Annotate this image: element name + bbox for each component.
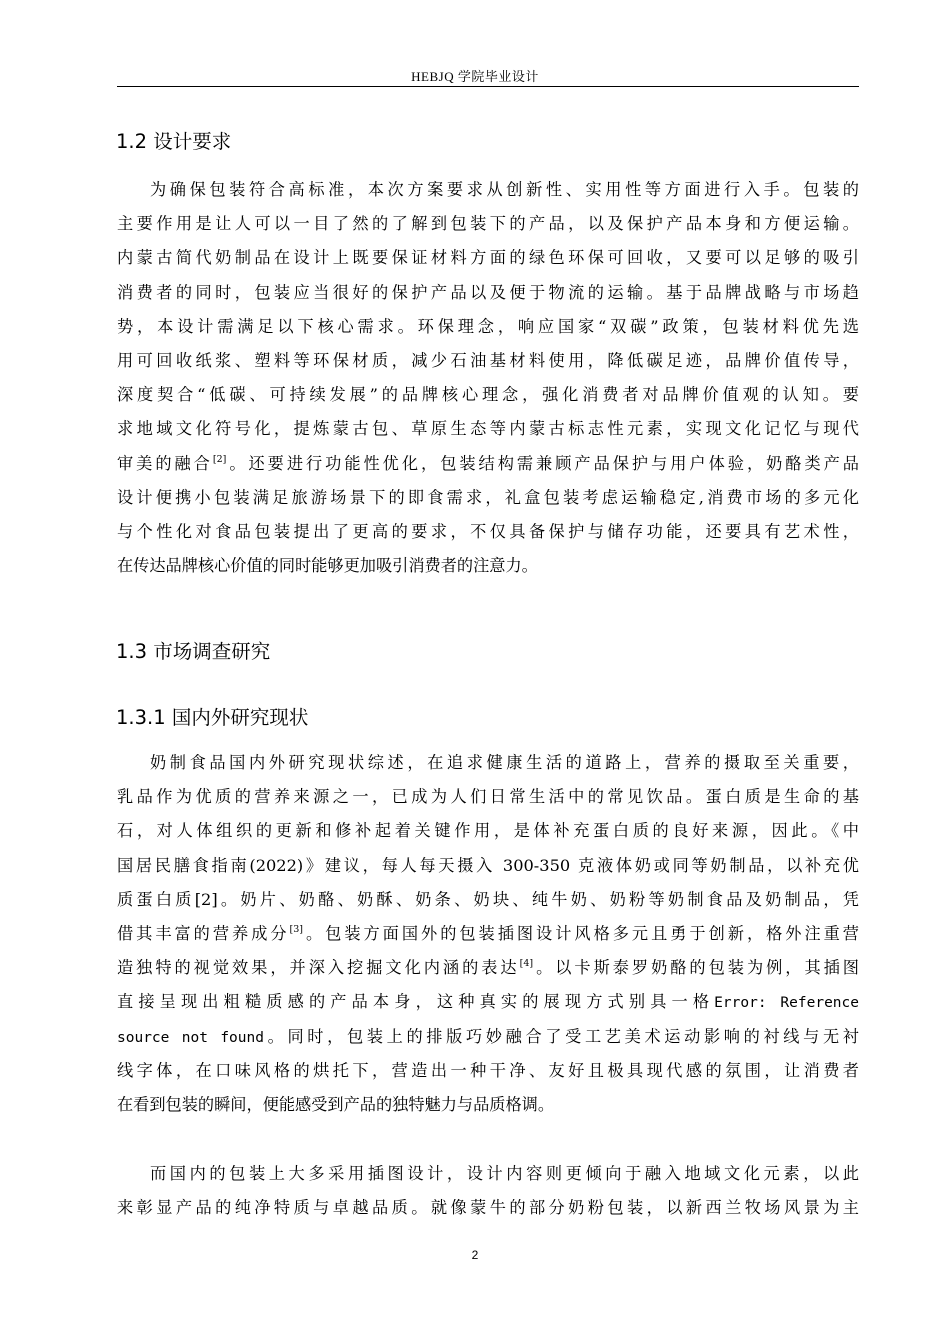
page-number: 2: [471, 1248, 479, 1262]
section-heading-1-3-1: 1.3.1 国内外研究现状: [116, 706, 309, 729]
paragraph-line: 石，对人体组织的更新和修补起着关键作用，是体补充蛋白质的良好来源，因此。《中: [117, 821, 859, 841]
paragraph-line: 乳品作为优质的营养来源之一，已成为人们日常生活中的常见饮品。蛋白质是生命的基: [117, 787, 859, 807]
paragraph-line: 奶制食品国内外研究现状综述，在追求健康生活的道路上，营养的摄取至关重要，: [150, 753, 859, 772]
paragraph-line: 来彰显产品的纯净特质与卓越品质。就像蒙牛的部分奶粉包装，以新西兰牧场风景为主: [117, 1198, 859, 1218]
citation-marker: [3]: [289, 923, 304, 935]
line-text: 。包装方面国外的包装插图设计风格多元且勇于创新，格外注重营: [303, 923, 859, 943]
paragraph-line: 国居民膳食指南(2022)》建议，每人每天摄入 300-350 克液体奶或同等奶制品，以补充优: [117, 855, 859, 875]
paragraph-line: 线字体，在口味风格的烘托下，营造出一种干净、友好且极具现代感的氛围，让消费者: [117, 1060, 859, 1080]
running-header: HEBJQ 学院毕业设计: [411, 69, 539, 84]
paragraph-line: 而国内的包装上大多采用插图设计，设计内容则更倾向于融入地域文化元素，以此: [150, 1164, 859, 1183]
line-text: 造独特的视觉效果，并深入挖掘文化内涵的表达: [117, 958, 520, 978]
header-rule: [117, 86, 859, 87]
paragraph-line: [117, 917, 859, 951]
paragraph-line: 质蛋白质[2]。奶片、奶酪、奶酥、奶条、奶块、纯牛奶、奶粉等奶制食品及奶制品，凭: [117, 889, 859, 909]
paragraph-line: 势，本设计需满足以下核心需求。环保理念，响应国家“双碳”政策，包装材料优先选: [117, 316, 859, 336]
paragraph-line: 求地域文化符号化，提炼蒙古包、草原生态等内蒙古标志性元素，实现文化记忆与现代: [117, 419, 859, 439]
paragraph-line: 与个性化对食品包装提出了更高的要求，不仅具备保护与储存功能，还要具有艺术性，: [117, 521, 859, 541]
line-text: 审美的融合: [117, 453, 213, 473]
paragraph-line: 主要作用是让人可以一目了然的了解到包装下的产品，以及保护产品本身和方便运输。: [117, 214, 859, 234]
broken-reference-text: Error: Reference: [714, 995, 859, 1012]
paragraph-line: 设计便携小包装满足旅游场景下的即食需求，礼盒包装考虑运输稳定,消费市场的多元化: [117, 487, 859, 507]
paragraph-line: [117, 447, 859, 481]
paragraph-line: 在传达品牌核心价值的同时能够更加吸引消费者的注意力。: [117, 556, 538, 576]
paragraph-line: 内蒙古简代奶制品在设计上既要保证材料方面的绿色环保可回收，又要可以足够的吸引: [117, 248, 859, 268]
paragraph-domestic-packaging: [117, 1157, 859, 1225]
paragraph-line: 在看到包装的瞬间，便能感受到产品的独特魅力与品质格调。: [117, 1094, 555, 1114]
paragraph-line: 用可回收纸浆、塑料等环保材质，减少石油基材料使用，降低碳足迹，品牌价值传导，: [117, 350, 859, 370]
paragraph-line: [117, 985, 859, 1019]
section-heading-1-2: 1.2 设计要求: [116, 130, 232, 153]
line-text: 。以卡斯泰罗奶酪的包装为例，其插图: [533, 958, 859, 978]
paragraph-line: 消费者的同时，包装应当很好的保护产品以及便于物流的运输。基于品牌战略与市场趋: [117, 282, 859, 302]
paragraph-line: [117, 951, 859, 985]
line-text: 。同时，包装上的排版巧妙融合了受工艺美术运动影响的衬线与无衬: [263, 1026, 859, 1046]
broken-reference-text: source not found: [117, 1029, 264, 1046]
section-heading-1-3: 1.3 市场调查研究: [116, 640, 271, 663]
paragraph-design-requirements: [117, 173, 859, 583]
paragraph-line: [117, 1020, 859, 1054]
paragraph-line: 深度契合“低碳、可持续发展”的品牌核心理念，强化消费者对品牌价值观的认知。要: [117, 385, 859, 405]
paragraph-line: 为确保包装符合高标准，本次方案要求从创新性、实用性等方面进行入手。包装的: [150, 180, 859, 199]
paragraph-research-status: [117, 746, 859, 1122]
line-text: 借其丰富的营养成分: [117, 923, 290, 943]
citation-marker: [4]: [519, 958, 534, 970]
citation-marker: [2]: [212, 453, 227, 465]
line-text: 直接呈现出粗糙质感的产品本身，这种真实的展现方式别具一格: [117, 992, 715, 1012]
line-text: 。还要进行功能性优化，包装结构需兼顾产品保护与用户体验，奶酪类产品: [226, 453, 859, 473]
